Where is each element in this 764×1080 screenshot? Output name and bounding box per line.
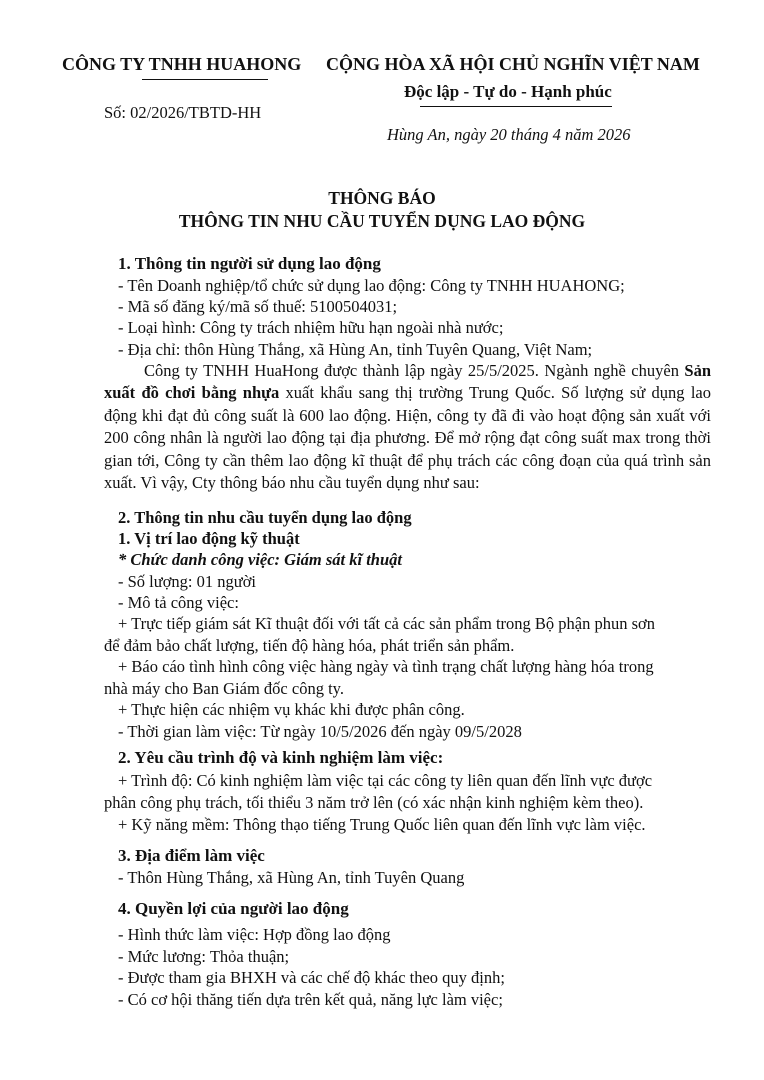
job-description-label: - Mô tả công việc: <box>118 593 239 612</box>
benefit-contract: - Hình thức làm việc: Hợp đồng lao động <box>118 925 391 944</box>
task-1-line-2: để đảm bảo chất lượng, tiến độ hàng hóa, phát triển sản phẩm. <box>104 636 515 655</box>
address: - Địa chỉ: thôn Hùng Thắng, xã Hùng An, tỉnh Tuyên Quang, Việt Nam; <box>118 340 593 359</box>
requirements-heading: 2. Yêu cầu trình độ và kinh nghiệm làm việc: <box>118 748 444 767</box>
location-heading: 3. Địa điểm làm việc <box>118 846 265 865</box>
country-name: CỘNG HÒA XÃ HỘI CHỦ NGHĨN VIỆT NAM <box>326 54 700 74</box>
intro-text-1: Công ty TNHH HuaHong được thành lập ngày 25/5/2025. Ngành nghề chuyên <box>144 361 685 380</box>
job-title: * Chức danh công việc: Giám sát kĩ thuật <box>118 550 402 569</box>
national-motto: Độc lập - Tự do - Hạnh phúc <box>404 82 612 101</box>
intro-text-2: xuất khẩu sang thị trường Trung Quốc. Số lượng sử dụng lao động khi đạt đủ công suất là 600 lao động. Hiện, công ty đã đi vào hoạt động sản xuất với 200 công nhân là người lao động tại địa phương. Để mở rộng đạt công suất max trong thời gian tới, Công ty cần thêm lao động kĩ thuật để phụ trách các công đoạn của quá trình sản xuất. Vì vậy, Cty thông báo nhu cầu tuyển dụng như sau: <box>104 383 711 493</box>
employer-name: - Tên Doanh nghiệp/tổ chức sử dụng lao động: Công ty TNHH HUAHONG; <box>118 276 625 295</box>
requirement-2: + Kỹ năng mềm: Thông thạo tiếng Trung Quốc liên quan đến lĩnh vực làm việc. <box>118 815 646 834</box>
business-type: - Loại hình: Công ty trách nhiệm hữu hạn ngoài nhà nước; <box>118 318 504 337</box>
section2-heading: 2. Thông tin nhu cầu tuyển dụng lao động <box>118 508 412 527</box>
place-and-date: Hùng An, ngày 20 tháng 4 năm 2026 <box>387 125 631 144</box>
document-subtitle: THÔNG TIN NHU CẦU TUYỂN DỤNG LAO ĐỘNG <box>178 211 586 231</box>
company-name: CÔNG TY TNHH HUAHONG <box>62 54 302 74</box>
motto-underline <box>420 106 612 107</box>
benefit-salary: - Mức lương: Thỏa thuận; <box>118 947 290 966</box>
tax-code: - Mã số đăng ký/mã số thuế: 5100504031; <box>118 297 398 316</box>
document-number: Số: 02/2026/TBTD-HH <box>104 103 262 122</box>
section1-heading: 1. Thông tin người sử dụng lao động <box>118 254 381 273</box>
task-3: + Thực hiện các nhiệm vụ khác khi được phân công. <box>118 700 465 719</box>
requirement-1-line-1: + Trình độ: Có kinh nghiệm làm việc tại các công ty liên quan đến lĩnh vực được <box>118 771 653 790</box>
task-2-line-1: + Báo cáo tình hình công việc hàng ngày và tình trạng chất lượng hàng hóa trong <box>118 657 654 676</box>
location-value: - Thôn Hùng Thắng, xã Hùng An, tỉnh Tuyên Quang <box>118 868 465 887</box>
job-quantity: - Số lượng: 01 người <box>118 572 257 591</box>
position-heading: 1. Vị trí lao động kỹ thuật <box>118 529 300 548</box>
benefits-heading: 4. Quyền lợi của người lao động <box>118 899 349 918</box>
requirement-1-line-2: phân công phụ trách, tối thiểu 3 năm trở lên (có xác nhận kinh nghiệm kèm theo). <box>104 793 644 812</box>
task-2-line-2: nhà máy cho Ban Giám đốc công ty. <box>104 679 344 698</box>
intro-product: Sản xuất đồ chơi bằng nhựa <box>104 361 711 403</box>
task-1-line-1: + Trực tiếp giám sát Kĩ thuật đối với tất cả các sản phẩm trong Bộ phận phun sơn <box>118 614 656 633</box>
intro-paragraph <box>104 360 711 494</box>
benefit-insurance: - Được tham gia BHXH và các chế độ khác theo quy định; <box>118 968 505 987</box>
document-title: THÔNG BÁO <box>328 188 436 208</box>
work-time: - Thời gian làm việc: Từ ngày 10/5/2026 đến ngày 09/5/2028 <box>118 722 522 741</box>
benefit-promotion: - Có cơ hội thăng tiến dựa trên kết quả, năng lực làm việc; <box>118 990 503 1009</box>
company-underline <box>142 79 268 80</box>
